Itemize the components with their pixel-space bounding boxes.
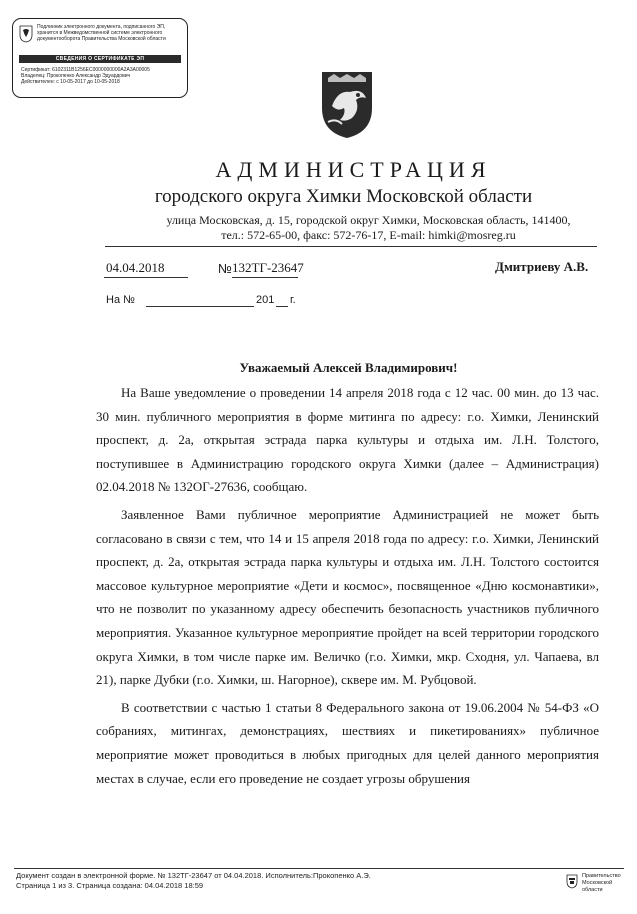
certificate-number: Сертификат: 6102311B1256EC0000000000A2A3A00005 — [21, 67, 150, 73]
salutation: Уважаемый Алексей Владимирович! — [239, 360, 458, 375]
coat-of-arms-icon — [19, 25, 33, 43]
letterhead-divider — [105, 246, 597, 247]
document-date: 04.04.2018 — [106, 260, 165, 275]
date-underline — [104, 277, 188, 278]
org-title: АДМИНИСТРАЦИЯ — [215, 157, 492, 182]
footer-page-info: Страница 1 из 3. Страница создана: 04.04.2018 18:59 — [16, 881, 204, 890]
stamp-header: СВЕДЕНИЯ О СЕРТИФИКАТЕ ЭП — [19, 55, 181, 63]
reference-number-blank — [146, 306, 254, 307]
paragraph: Заявленное Вами публичное мероприятие Администрацией не может быть согласовано в связи с тем, что 14 и 15 апреля 2018 года по адресу: г.о. Химки, Ленинский проспект, д. 2а, открытая эстрада парка культуры и отдыха им. Л.Н. Толстого состоится массовое культурное мероприятие «Дети и космос», посвященное «Дню космонавтики», что не позволит по указанному адресу обеспечить безопасность участников публичного мероприятия. Указанное культурное мероприятие пройдет на всей территории городского округа Химки, в том числе парке им. Величко (г.о. Химки, мкр. Сходня, ул. Чапаева, вл 21), парке Дубки (г.о. Химки, ш. Нагорное), сквере им. М. Рубцовой. — [96, 506, 599, 688]
footer-divider — [14, 868, 624, 869]
document-number: 132ТГ-23647 — [232, 260, 304, 275]
address-line: улица Московская, д. 15, городской округ Химки, Московская область, 141400, — [166, 213, 571, 227]
e-signature-stamp — [12, 18, 188, 98]
contacts-line: тел.: 572-65-00, факс: 572-76-17, E-mail: himki@mosreg.ru — [221, 228, 516, 242]
number-label: № — [218, 261, 232, 276]
certificate-validity: Действителен: с 10-05-2017 до 10-05-2018 — [21, 79, 120, 85]
coat-of-arms-icon — [320, 68, 374, 140]
certificate-owner: Владелец: Прокопенко Александр Эдуардович — [21, 73, 131, 79]
stamp-intro: Подлинник электронного документа, подписанного ЭП, хранится в Межведомственной системе электронного документооборота Правительства Московской области — [37, 24, 166, 42]
addressee: Дмитриеву А.В. — [495, 259, 589, 274]
reference-suffix: г. — [290, 294, 296, 306]
footer-document-info: Документ создан в электронной форме. № 132ТГ-23647 от 04.04.2018. Исполнитель:Прокопенко А.Э. — [16, 871, 371, 880]
reference-label: На № — [106, 294, 135, 306]
certificate-details — [21, 67, 183, 85]
letter-body — [96, 381, 599, 790]
government-logo-icon — [566, 874, 578, 889]
footer — [16, 871, 371, 891]
paragraph: На Ваше уведомление о проведении 14 апреля 2018 года с 12 час. 00 мин. до 13 час. 30 мин. публичного мероприятия в форме митинга по адресу: г.о. Химки, Ленинский проспект, д. 2а, открытая эстрада парка культуры и отдыха им. Л.Н. Толстого, поступившее в Администрацию городского округа Химки (далее – Администрация) 02.04.2018 № 132ОГ-27636, сообщаю. — [96, 385, 599, 495]
paragraph: В соответствии с частью 1 статьи 8 Федерального закона от 19.06.2004 № 54-ФЗ «О собраниях, митингах, демонстрациях, шествиях и пикетированиях» публичное мероприятие может проводиться в любых пригодных для целей данного мероприятия местах в случае, если его проведение не создает угрозы обрушения — [96, 699, 599, 786]
government-label: Правительство Московской области — [582, 873, 621, 893]
reference-year: 201 — [256, 294, 275, 306]
number-underline — [232, 277, 298, 278]
reference-year-blank — [276, 306, 288, 307]
org-address — [0, 213, 637, 243]
org-subtitle: городского округа Химки Московской области — [154, 186, 533, 207]
